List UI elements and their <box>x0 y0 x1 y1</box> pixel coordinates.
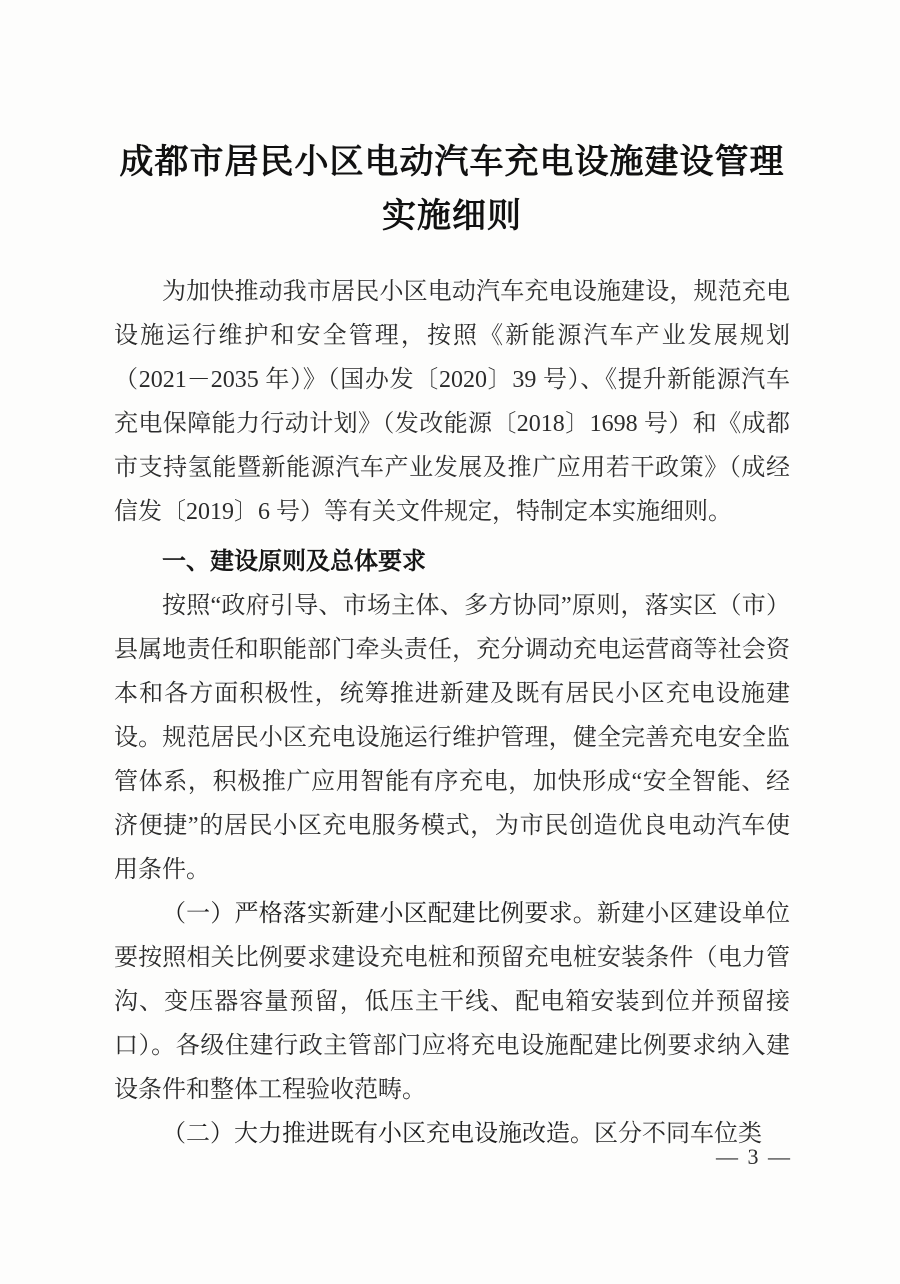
document-content <box>114 136 790 1156</box>
item-paragraph-1 <box>114 892 790 1112</box>
item-1-lead: （一）严格落实新建小区配建比例要求。 <box>162 901 597 927</box>
document-title-line1: 成都市居民小区电动汽车充电设施建设管理 <box>119 144 785 181</box>
item-2-text: 区分不同车位类 <box>594 1121 762 1147</box>
section-heading: 一、建设原则及总体要求 <box>162 549 426 575</box>
document-title-line2: 实施细则 <box>382 198 522 235</box>
intro-paragraph: 为加快推动我市居民小区电动汽车充电设施建设，规范充电设施运行维护和安全管理，按照《新能源汽车产业发展规划（2021－2035 年）》（国办发〔2020〕39 号）、《提升新能源汽车充电保障能力行动计划》（发改能源〔2018〕1698 号）和《成都市支持氢能暨新能源汽车产业发展及推广应用若干政策》（成经信发〔2019〕6 号）等有关文件规定，特制定本实施细则。 <box>114 279 790 525</box>
item-1-text: 新建小区建设单位要按照相关比例要求建设充电桩和预留充电桩安装条件（电力管沟、变压器容量预留，低压主干线、配电箱安装到位并预留接口）。各级住建行政主管部门应将充电设施配建比例要求纳入建设条件和整体工程验收范畴。 <box>114 901 791 1103</box>
item-2-lead: （二）大力推进既有小区充电设施改造。 <box>162 1121 594 1147</box>
page-number: — 3 — <box>716 1144 792 1169</box>
document-body <box>114 270 790 1156</box>
section-paragraph: 按照“政府引导、市场主体、多方协同”原则，落实区（市）县属地责任和职能部门牵头责任，充分调动充电运营商等社会资本和各方面积极性，统筹推进新建及既有居民小区充电设施建设。规范居民小区充电设施运行维护管理，健全完善充电安全监管体系，积极推广应用智能有序充电，加快形成“安全智能、经济便捷”的居民小区充电服务模式，为市民创造优良电动汽车使用条件。 <box>114 593 790 883</box>
item-paragraph-2 <box>114 1112 790 1156</box>
document-title <box>114 136 790 244</box>
